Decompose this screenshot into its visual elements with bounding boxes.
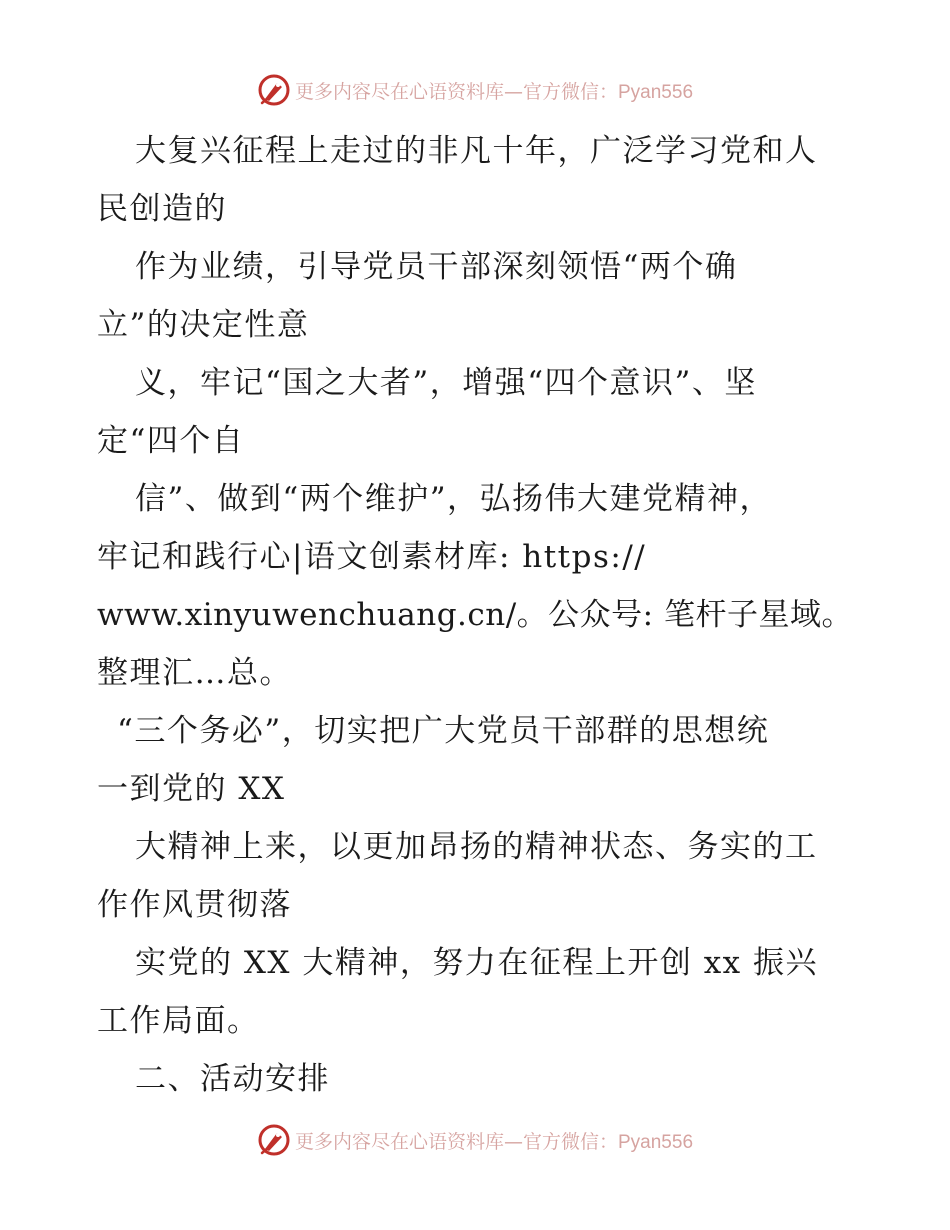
section-heading: 二、活动安排 [135, 1061, 330, 1097]
header-banner-text: 更多内容尽在心语资料库—官方微信：Pyan556 [294, 80, 694, 103]
body-line-12: 一到党的 XX [97, 771, 286, 807]
body-line-5: 义，牢记“国之大者”，增强“四个意识”、坚 [135, 365, 757, 401]
body-line-14: 作作风贯彻落 [97, 887, 292, 923]
body-line-10: 整理汇…总。 [97, 655, 292, 691]
footer-banner-text: 更多内容尽在心语资料库—官方微信：Pyan556 [294, 1130, 694, 1153]
body-line-16: 工作局面。 [97, 1003, 260, 1039]
body-line-9: www.xinyuwenchuang.cn/。公众号: 笔杆子星域。 [97, 597, 853, 633]
header-banner [0, 70, 950, 110]
body-line-8: 牢记和践行心|语文创素材库: https:// [97, 539, 647, 575]
header-banner-handle: Pyan556 [618, 81, 694, 103]
body-line-6: 定“四个自 [97, 423, 245, 459]
body-line-7: 信”、做到“两个维护”，弘扬伟大建党精神， [135, 481, 773, 517]
body-line-1: 大复兴征程上走过的非凡十年，广泛学习党和人 [135, 133, 818, 169]
body-line-11: “三个务必”，切实把广大党员干部群的思想统 [117, 713, 770, 749]
body-line-13: 大精神上来，以更加昂扬的精神状态、务实的工 [135, 829, 818, 865]
body-line-2: 民创造的 [97, 191, 227, 227]
body-line-4: 立”的决定性意 [97, 307, 310, 343]
body-line-3: 作为业绩，引导党员干部深刻领悟“两个确 [135, 249, 738, 285]
footer-banner-handle: Pyan556 [618, 1131, 694, 1153]
footer-banner [0, 1120, 950, 1160]
document-body [97, 122, 857, 1108]
body-line-15: 实党的 XX 大精神，努力在征程上开创 xx 振兴 [135, 945, 819, 981]
pen-nib-logo-icon [257, 73, 291, 107]
pen-nib-logo-icon [257, 1123, 291, 1157]
